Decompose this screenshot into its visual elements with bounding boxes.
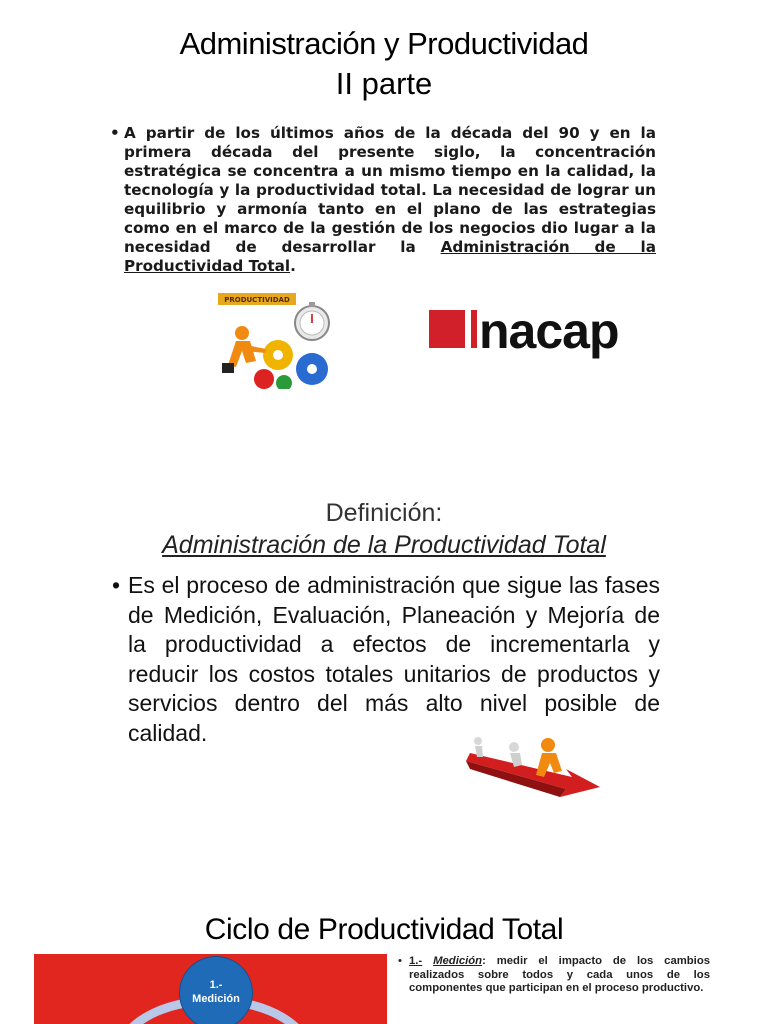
cycle-diagram: [34, 954, 387, 1024]
growth-arrow-illustration: [462, 725, 602, 801]
slide-1: [0, 0, 768, 420]
definition-text: Es el proceso de administración que sigue las fases de Medición, Evaluación, Planeación y Mejoría de la productividad a efectos de incrementarla y reducir los costos totales unitarios de productos y servicios dentro del más alto nivel posible de calidad.: [128, 572, 660, 746]
definition-heading: Definición:: [325, 499, 443, 527]
definition-paragraph: [112, 571, 660, 748]
bullet-icon: •: [110, 124, 120, 142]
intro-paragraph-text: A partir de los últimos años de la década del 90 y en la primera década del presente siglo, la concentración estratégica se concentra a un mismo tiempo en la calidad, la tecnología y la productividad total. La necesidad de lograr un equilibrio y armonía tanto en el plano de las estrategias como en el marco de la gestión de los negocios dio lugar a la necesidad de desarrollar la: [124, 124, 656, 256]
cycle-item-text: : medir el impacto de los cambios realizados sobre todos y cada unos de los componentes que participan en el proceso productivo.: [409, 955, 711, 994]
cycle-node-medicion: [180, 957, 252, 1024]
intro-paragraph-link: Administración de la Productividad Total: [124, 238, 656, 275]
cycle-title: Ciclo de Productividad Total: [204, 913, 564, 946]
slide-1-subtitle: II parte: [335, 66, 433, 101]
inacap-logo-text: nacap: [479, 306, 619, 359]
cycle-item-medicion: [398, 955, 711, 996]
definition-subheading: Administración de la Productividad Total: [162, 531, 606, 559]
illustration-label: PRODUCTIVIDAD: [224, 296, 290, 304]
intro-paragraph-end: .: [290, 257, 296, 275]
cycle-node-label: Medición: [192, 993, 240, 1005]
inacap-logo: [429, 306, 665, 362]
intro-paragraph: [110, 124, 656, 276]
cycle-node-number: 1.-: [209, 979, 223, 991]
productivity-illustration: [216, 291, 334, 389]
bullet-icon: •: [112, 572, 121, 598]
cycle-item-number: 1.-: [409, 955, 423, 967]
bullet-icon: •: [398, 955, 402, 967]
cycle-item-term: Medición: [433, 955, 483, 967]
slide-1-title: Administración y Productividad: [179, 26, 589, 61]
